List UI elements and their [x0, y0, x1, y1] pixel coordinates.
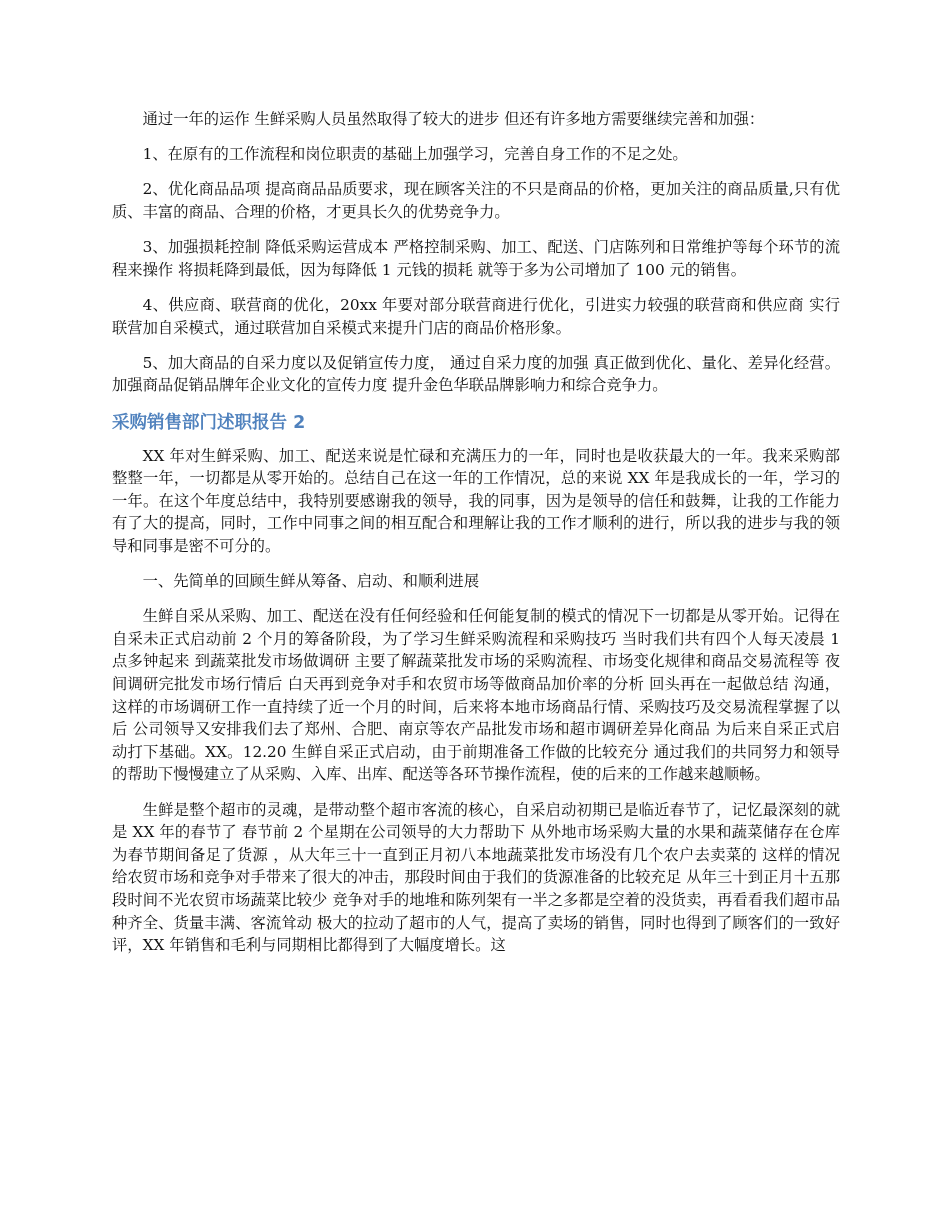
improvement-item-1: 1、在原有的工作流程和岗位职责的基础上加强学习，完善自身工作的不足之处。	[142, 145, 688, 164]
report-subheading: 一、先简单的回顾生鲜从筹备、启动、和顺利进展	[142, 572, 480, 591]
document-page	[112, 108, 840, 969]
improvement-item-2: 2、优化商品品项 提高商品品质要求，现在顾客关注的不只是商品的价格，更加关注的商品质量,只有优质、丰富的商品、合理的价格，才更具长久的优势竞争力。	[112, 180, 840, 221]
improvement-item-5: 5、加大商品的自采力度以及促销宣传力度， 通过自采力度的加强 真正做到优化、量化、差异化经营。加强商品促销品牌年企业文化的宣传力度 提升金色华联品牌影响力和综合竞争力。	[112, 353, 840, 395]
improvement-item-4: 4、供应商、联营商的优化，20xx 年要对部分联营商进行优化，引进实力较强的联营商和供应商 实行联营加自采模式，通过联营加自采模式来提升门店的商品价格形象。	[112, 295, 840, 337]
report-paragraph-3: 生鲜是整个超市的灵魂，是带动整个超市客流的核心，自采启动初期已是临近春节了，记忆最深刻的就是 XX 年的春节了 春节前 2 个星期在公司领导的大力帮助下 从外地市场采购大量的水果和蔬菜储存在仓库 为春节期间备足了货源 ，从大年三十一直到正月初八本地蔬菜批发市场没有几个农户去卖菜的 这样的情况给农贸市场和竞争对手带来了很大的冲击，那段时间由于我们的货源准备的比较充足 从年三十到正月十五那段时间不光农贸市场蔬菜比较少 竞争对手的地堆和陈列架有一半之多都是空着的没货卖，再看看我们超市品种齐全、货量丰满、客流耸动 极大的拉动了超市的人气，提高了卖场的销售，同时也得到了顾客们的一致好评，XX 年销售和毛利与同期相比都得到了大幅度增长。这	[112, 800, 840, 955]
report-paragraph-1: XX 年对生鲜采购、加工、配送来说是忙碌和充满压力的一年，同时也是收获最大的一年。我来采购部整整一年，一切都是从零开始的。总结自己在这一年的工作情况，总的来说 XX 年是我成长的一年，学习的一年。在这个年度总结中，我特别要感谢我的领导，我的同事，因为是领导的信任和鼓舞，让我的工作能力有了大的提高，同时，工作中同事之间的相互配合和理解让我的工作才顺利的进行，所以我的进步与我的领导和同事是密不可分的。	[112, 446, 840, 555]
section1-intro: 通过一年的运作 生鲜采购人员虽然取得了较大的进步 但还有许多地方需要继续完善和加强：	[142, 110, 765, 128]
report-paragraph-2: 生鲜自采从采购、加工、配送在没有任何经验和任何能复制的模式的情况下一切都是从零开始。记得在自采未正式启动前 2 个月的筹备阶段，为了学习生鲜采购流程和采购技巧 当时我们共有四个人每天凌晨 1 点多钟起来 到蔬菜批发市场做调研 主要了解蔬菜批发市场的采购流程、市场变化规律和商品交易流程等 夜间调研完批发市场行情后 白天再到竞争对手和农贸市场等做商品加价率的分析 回头再在一起做总结 沟通，这样的市场调研工作一直持续了近一个月的时间，后来将本地市场商品行情、采购技巧及交易流程掌握了以后 公司领导又安排我们去了郑州、合肥、南京等农产品批发市场和超市调研差异化商品 为后来自采正式启动打下基础。XX。12.20 生鲜自采正式启动，由于前期准备工作做的比较充分 通过我们的共同努力和领导的帮助下慢慢建立了从采购、入库、出库、配送等各环节操作流程，使的后来的工作越来越顺畅。	[112, 607, 840, 784]
improvement-item-3: 3、加强损耗控制 降低采购运营成本 严格控制采购、加工、配送、门店陈列和日常维护等每个环节的流程来操作 将损耗降到最低，因为每降低 1 元钱的损耗 就等于多为公司增加了 100 元的销售。	[112, 238, 840, 279]
section-heading: 采购销售部门述职报告 2	[112, 412, 306, 433]
